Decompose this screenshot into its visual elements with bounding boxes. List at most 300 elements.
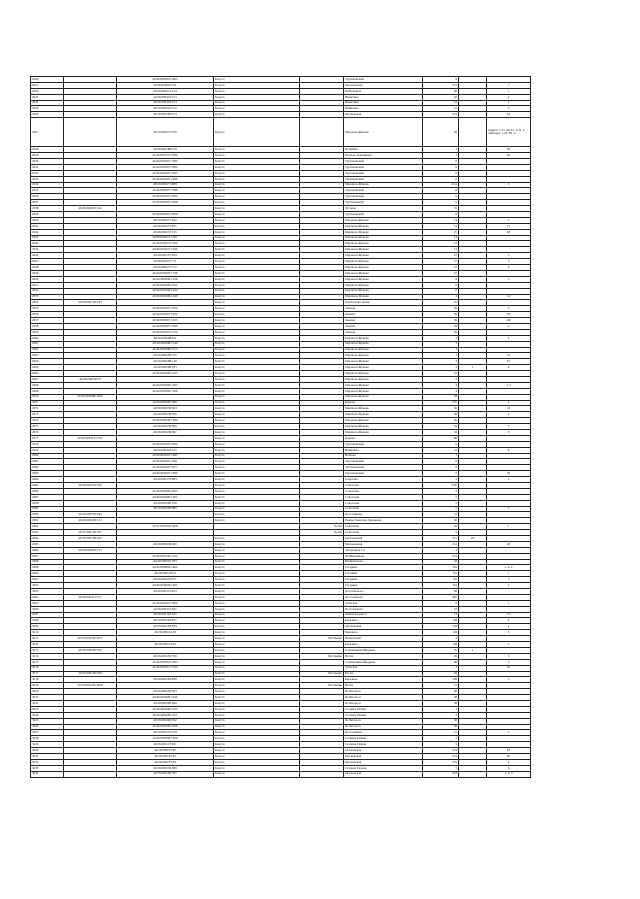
table-cell-house: 59	[423, 312, 459, 318]
table-cell-num: 3013	[31, 647, 64, 653]
table-cell-street: Московская	[344, 771, 423, 777]
table-cell-house: 25	[423, 229, 459, 235]
table-cell-cad: 40:26:000118:677	[117, 577, 214, 583]
table-cell-city: Калуга	[214, 153, 300, 159]
table-cell-cad: 40:26:000297:1998	[117, 188, 214, 194]
table-cell-num: 2982	[31, 465, 64, 471]
table-cell-house: 4	[423, 665, 459, 671]
table-cell-cad: 40:26:000299:1444	[117, 288, 214, 294]
table-cell-house: 45	[423, 94, 459, 100]
table-cell-value: 20	[487, 541, 531, 547]
table-cell-street: Московская	[344, 759, 423, 765]
table-cell-num: 3034	[31, 771, 64, 777]
table-cell-value: 11	[487, 223, 531, 229]
table-cell-house: 219	[423, 753, 459, 759]
table-cell-street: Никитина	[344, 94, 423, 100]
table-cell-house: 5	[423, 376, 459, 382]
table-cell-cad: 40:26:000272:1300	[117, 241, 214, 247]
table-cell-settlement: Росва	[300, 530, 344, 536]
table-cell-house: 5	[423, 506, 459, 512]
table-cell-num: 2962	[31, 347, 64, 353]
table-cell-cad: 40:26:000280:918	[117, 500, 214, 506]
table-cell-street: Березина	[344, 618, 423, 624]
table-cell-num: 3023	[31, 706, 64, 712]
table-cell-num2: 40:26:000313:1793	[64, 435, 117, 441]
table-cell-value: 1-2	[487, 294, 531, 300]
table-cell-house: 8А	[423, 583, 459, 589]
table-cell-value: 3	[487, 424, 531, 430]
table-cell-house: 21	[423, 683, 459, 689]
table-cell-value: 5	[487, 335, 531, 341]
table-cell-house: 231	[423, 536, 459, 542]
table-cell-cad: 40:26:000280:1003	[117, 488, 214, 494]
table-cell-house: 36	[423, 406, 459, 412]
table-cell-city: Калуга	[214, 612, 300, 618]
table-cell-house: 3	[423, 153, 459, 159]
table-cell-city: Калуга	[214, 759, 300, 765]
table-cell-house: 36	[423, 418, 459, 424]
table-cell-house: 38	[423, 689, 459, 695]
table-cell-street: Вишневского	[344, 559, 423, 565]
table-cell-house: 10	[423, 371, 459, 377]
table-cell-house: 6	[423, 441, 459, 447]
table-cell-street: Маршала Жукова	[344, 418, 423, 424]
table-cell-street: Тургеневский	[344, 176, 423, 182]
table-cell-street: Степана Разина	[344, 712, 423, 718]
table-cell-num: 3012	[31, 642, 64, 648]
table-cell-city: Калуга	[214, 547, 300, 553]
table-cell-street: Маршала Жукова	[344, 217, 423, 223]
table-cell-street: Грибоедова малая	[344, 300, 423, 306]
table-cell-street: Маршала Жукова	[344, 241, 423, 247]
table-cell-street: Кирова	[344, 400, 423, 406]
table-cell-value: 1, 2, 3	[487, 771, 531, 777]
register-body	[31, 77, 531, 778]
table-cell-cad: 40:26:000280:886	[117, 506, 214, 512]
table-cell-num: 2981	[31, 459, 64, 465]
table-cell-bldg: 1	[459, 365, 487, 371]
table-cell-house: 38	[423, 695, 459, 701]
table-cell-num: 3029	[31, 742, 64, 748]
table-cell-num: 2997	[31, 553, 64, 559]
table-cell-house: 53	[423, 606, 459, 612]
table-cell-cad: 40:26:000185:81	[117, 753, 214, 759]
table-cell-num: 2984	[31, 477, 64, 483]
table-cell-settlement: Мстихино	[300, 653, 344, 659]
table-cell-city: Калуга	[214, 600, 300, 606]
table-cell-house: 3	[423, 706, 459, 712]
table-cell-street: Весна	[344, 683, 423, 689]
table-cell-num: 2980	[31, 453, 64, 459]
table-cell-cad: 40:26:000298:1146	[117, 341, 214, 347]
table-cell-house: 219	[423, 771, 459, 777]
table-cell-street: Маршала Жукова	[344, 247, 423, 253]
table-cell-num: 2988	[31, 500, 64, 506]
table-cell-num: 2946	[31, 253, 64, 259]
table-cell-num: 2956	[31, 312, 64, 318]
table-cell-house: 41	[423, 100, 459, 106]
table-cell-value: 3	[487, 630, 531, 636]
table-cell-house: 6	[423, 459, 459, 465]
table-cell-city: Калуга	[214, 771, 300, 777]
table-cell-house: 6	[423, 170, 459, 176]
table-cell-street: Пестеливова	[344, 512, 423, 518]
table-cell-street: Маршала Жукова	[344, 282, 423, 288]
table-cell-house: 30	[423, 518, 459, 524]
table-cell-street: Молодежная	[344, 82, 423, 88]
table-cell-house: 3	[423, 736, 459, 742]
table-cell-num: 2961	[31, 341, 64, 347]
table-cell-value: 3	[487, 276, 531, 282]
table-cell-num: 2937	[31, 200, 64, 206]
table-cell-street: Пестеливова	[344, 730, 423, 736]
table-cell-cad: 40:26:000164:76	[117, 642, 214, 648]
table-cell-street: Кирова	[344, 435, 423, 441]
table-cell-cad: 40:26:000267:2130	[117, 329, 214, 335]
table-cell-house: 219	[423, 759, 459, 765]
table-cell-city: Калуга	[214, 636, 300, 642]
table-cell-num: 2967	[31, 376, 64, 382]
table-cell-cad: 40:26:000299:1440	[117, 294, 214, 300]
table-cell-cad: 40:26:000325:513	[117, 94, 214, 100]
table-cell-num: 2948	[31, 265, 64, 271]
table-cell-house: 3	[423, 347, 459, 353]
table-cell-city: Калуга	[214, 335, 300, 341]
table-cell-num2: 40:26:000333:464	[64, 512, 117, 518]
table-cell-value: 3	[487, 306, 531, 312]
table-cell-house: 8	[423, 276, 459, 282]
table-cell-house: 14	[423, 223, 459, 229]
table-cell-cad: 40:26:000128:834	[117, 624, 214, 630]
table-cell-value: 2	[487, 583, 531, 589]
table-cell-num: 3020	[31, 689, 64, 695]
table-cell-house: 68	[423, 659, 459, 665]
table-cell-value: 101	[487, 312, 531, 318]
table-cell-num: 2999	[31, 565, 64, 571]
table-cell-street: Тургеневский	[344, 194, 423, 200]
table-cell-cad: 40:26:000297:1999	[117, 200, 214, 206]
table-cell-city: Калуга	[214, 359, 300, 365]
table-cell-city: Калуга	[214, 512, 300, 518]
table-cell-cad: 40:26:000012:214	[117, 88, 214, 94]
table-cell-num: 2924	[31, 100, 64, 106]
table-cell-cad: 40:26:000325:153	[117, 100, 214, 106]
table-cell-house: 1	[423, 547, 459, 553]
table-cell-value: 8	[487, 447, 531, 453]
table-cell-street: Маршала Жукова	[344, 424, 423, 430]
table-cell-street: Весна	[344, 653, 423, 659]
table-cell-city: Калуга	[214, 147, 300, 153]
table-cell-city: Калуга	[214, 194, 300, 200]
table-cell-num: 3018	[31, 677, 64, 683]
table-cell-num: 2972	[31, 406, 64, 412]
table-cell-house: 6	[423, 164, 459, 170]
table-cell-city: Калуга	[214, 506, 300, 512]
table-cell-cad: 40:26:000298:185	[117, 365, 214, 371]
table-cell-value: 2	[487, 624, 531, 630]
table-cell-house: 6	[423, 282, 459, 288]
table-cell-street: Маршала Жукова	[344, 223, 423, 229]
table-cell-num2: 40:26:000108:292	[64, 536, 117, 542]
table-cell-num: 2976	[31, 429, 64, 435]
table-cell-num: 3005	[31, 600, 64, 606]
table-cell-num: 2968	[31, 382, 64, 388]
table-cell-value: 3	[487, 106, 531, 112]
table-cell-street: Маршала Жукова	[344, 259, 423, 265]
table-cell-value: 1	[487, 600, 531, 606]
table-cell-num: 2986	[31, 488, 64, 494]
table-cell-num: 2947	[31, 259, 64, 265]
table-cell-house: 80	[423, 435, 459, 441]
table-cell-street: Московская	[344, 112, 423, 118]
table-cell-house: 6	[423, 176, 459, 182]
table-cell-street: Маршала Жукова	[344, 406, 423, 412]
table-cell-street: Степана Разина	[344, 736, 423, 742]
table-cell-cad: 40:26:000297:1981	[117, 459, 214, 465]
table-cell-street: Маршала Жукова	[344, 294, 423, 300]
table-cell-city: Калуга	[214, 494, 300, 500]
table-cell-house: 14	[423, 241, 459, 247]
table-cell-settlement	[300, 118, 344, 147]
table-cell-value: 3	[487, 100, 531, 106]
table-cell-house: 8А	[423, 571, 459, 577]
table-cell-house: 36	[423, 412, 459, 418]
table-cell-city: Калуга	[214, 106, 300, 112]
table-cell-num: 2949	[31, 270, 64, 276]
table-cell-value: 6	[487, 265, 531, 271]
table-cell-street: Степана Разина	[344, 742, 423, 748]
table-cell-num: 3017	[31, 671, 64, 677]
table-cell-house: 6	[423, 288, 459, 294]
table-cell-street: Тургеневский	[344, 441, 423, 447]
table-cell-value: 43	[487, 406, 531, 412]
table-cell-city: Калуга	[214, 700, 300, 706]
table-cell-street: Ф.Никитиной	[344, 553, 423, 559]
table-cell-cad: 40:21:000164:1008	[117, 524, 214, 530]
table-cell-cad: 40:26:000237:676	[117, 118, 214, 147]
table-cell-house: 231	[423, 541, 459, 547]
table-cell-house: 5	[423, 477, 459, 483]
table-cell-street: Тургеневский	[344, 200, 423, 206]
table-cell-street: Тургеневский	[344, 77, 423, 83]
table-cell-city: Калуга	[214, 265, 300, 271]
table-cell-num2: 40:26:000252:109	[64, 483, 117, 489]
table-cell-house: 128	[423, 677, 459, 683]
table-cell-num: 2987	[31, 494, 64, 500]
table-cell-value: 1-3	[487, 382, 531, 388]
table-cell-city: Калуга	[214, 630, 300, 636]
table-cell-num: 2973	[31, 412, 64, 418]
table-cell-house: 3	[423, 712, 459, 718]
table-cell-cad: 40:26:000299:502	[117, 718, 214, 724]
table-cell-city: Калуга	[214, 247, 300, 253]
table-cell-num: 2978	[31, 441, 64, 447]
table-cell-house: 47	[423, 300, 459, 306]
table-cell-num: 3007	[31, 612, 64, 618]
table-cell-cad: 40:26:000127:264	[117, 253, 214, 259]
table-cell-cad: 40:26:000000:1664	[117, 565, 214, 571]
table-cell-num: 2929	[31, 153, 64, 159]
table-cell-street: Маршала Жукова	[344, 382, 423, 388]
table-cell-city: Калуга	[214, 718, 300, 724]
table-cell-city: Калуга	[214, 565, 300, 571]
table-cell-num: 2985	[31, 483, 64, 489]
table-cell-city: Калуга	[214, 589, 300, 595]
table-cell-num: 2945	[31, 247, 64, 253]
table-cell-city: Калуга	[214, 665, 300, 671]
table-cell-city: Калуга	[214, 518, 300, 524]
table-cell-street: Маршала Жукова	[344, 253, 423, 259]
table-cell-city: Калуга	[214, 259, 300, 265]
table-cell-num: 2959	[31, 329, 64, 335]
register-sheet	[30, 76, 531, 778]
table-cell-city: Калуга	[214, 553, 300, 559]
table-cell-street: Маршала Жукова	[344, 347, 423, 353]
table-cell-value: 3	[487, 677, 531, 683]
table-cell-city: Калуга	[214, 571, 300, 577]
table-cell-num: 2966	[31, 371, 64, 377]
table-cell-cad: 40:26:000299:1322	[117, 282, 214, 288]
table-cell-num: 2951	[31, 282, 64, 288]
table-cell-street: Маршала Жукова	[344, 335, 423, 341]
table-cell-num: 2955	[31, 306, 64, 312]
table-cell-num: 2936	[31, 194, 64, 200]
table-cell-street: Кибальчича	[344, 88, 423, 94]
table-cell-cad: 40:26:000127:921	[117, 742, 214, 748]
table-cell-num: 2969	[31, 388, 64, 394]
table-cell-settlement	[300, 771, 344, 777]
table-cell-cad: 40:26:000118:53	[117, 571, 214, 577]
table-cell-num: 2944	[31, 241, 64, 247]
table-cell-num: 2971	[31, 400, 64, 406]
table-cell-street: Никитина	[344, 100, 423, 106]
table-cell-value: 3	[487, 253, 531, 259]
table-cell-num2: 40:26:000298:1406	[64, 394, 117, 400]
table-cell-cad: 40:26:000267:1633	[117, 318, 214, 324]
table-cell-cad: 40:26:000298:145	[117, 353, 214, 359]
table-cell-house: 14	[423, 247, 459, 253]
table-cell-num: 3027	[31, 730, 64, 736]
table-cell-street: Тургеневский	[344, 212, 423, 218]
register-table	[30, 76, 531, 778]
table-cell-value: 3	[487, 653, 531, 659]
table-cell-house: 21	[423, 730, 459, 736]
table-cell-city: Калуга	[214, 188, 300, 194]
table-cell-num2: 40:26:000238:73	[64, 376, 117, 382]
table-cell-num: 2940	[31, 217, 64, 223]
table-cell-street: Советская	[344, 500, 423, 506]
table-cell-city: Калуга	[214, 217, 300, 223]
table-cell-cad: 40:26:000297:1995	[117, 194, 214, 200]
table-cell-house: 8А	[423, 565, 459, 571]
table-cell-street: Достоевского	[344, 589, 423, 595]
table-cell-num: 2965	[31, 365, 64, 371]
table-cell-city: Калуга	[214, 182, 300, 188]
table-cell-value: 5	[487, 259, 531, 265]
table-cell-cad: 40:26:000297:1603	[117, 77, 214, 83]
table-cell-num: 2921	[31, 82, 64, 88]
table-cell-city: Калуга	[214, 223, 300, 229]
table-cell-city: Калуга	[214, 412, 300, 418]
table-cell-street: Советская	[344, 494, 423, 500]
table-cell-street: Тургеневский	[344, 159, 423, 165]
table-cell-city: Калуга	[214, 606, 300, 612]
table-cell-house: 44б	[423, 594, 459, 600]
table-cell-cad: 40:26:000164:877	[117, 618, 214, 624]
table-cell-street: Солнышкин-Щедрина	[344, 659, 423, 665]
table-cell-street: Маршала Жукова	[344, 394, 423, 400]
table-cell-street: Достоевского	[344, 606, 423, 612]
table-cell-house: 5	[423, 765, 459, 771]
table-cell-house: 9	[423, 530, 459, 536]
table-cell-cad: 40:26:000132:378	[117, 730, 214, 736]
table-cell-num2: 40:26:000025:624	[64, 206, 117, 212]
table-cell-num: 3002	[31, 583, 64, 589]
table-cell-city: Калуга	[214, 418, 300, 424]
table-cell-house: 12	[423, 512, 459, 518]
table-cell-cad: 40:26:000038:400	[117, 541, 214, 547]
table-cell-num: 2963	[31, 353, 64, 359]
table-cell-house: 18	[423, 394, 459, 400]
table-cell-house: 6	[423, 159, 459, 165]
table-cell-value: 1	[487, 217, 531, 223]
table-cell-cad: 40:26:000298:1213	[117, 347, 214, 353]
table-cell-street: Маршала Жукова	[344, 288, 423, 294]
table-cell-street: Маршала Жукова	[344, 270, 423, 276]
table-cell-house: 6	[423, 77, 459, 83]
table-cell-num: 2974	[31, 418, 64, 424]
table-cell-cad: 40:26:000297:1993	[117, 170, 214, 176]
table-cell-street: Ленина	[344, 306, 423, 312]
table-cell-city: Калуга	[214, 170, 300, 176]
table-cell-street: Березина	[344, 630, 423, 636]
table-cell-value: 100	[487, 318, 531, 324]
table-cell-num: 3021	[31, 695, 64, 701]
table-cell-num: 2933	[31, 176, 64, 182]
table-cell-house: 38	[423, 718, 459, 724]
table-cell-house: 59	[423, 323, 459, 329]
table-cell-num2: 40:25:000130:3377	[64, 636, 117, 642]
table-cell-city: Калуга	[214, 465, 300, 471]
table-cell-house: 5	[423, 494, 459, 500]
table-cell-value: 28	[487, 229, 531, 235]
table-cell-street: Молодежная	[344, 541, 423, 547]
table-cell-city: Калуга	[214, 471, 300, 477]
table-cell-street: Тургеневский	[344, 164, 423, 170]
table-cell-street: Ф.Энгельса	[344, 718, 423, 724]
table-cell-num: 2939	[31, 212, 64, 218]
table-cell-house: 4	[423, 382, 459, 388]
table-cell-value: 1	[487, 642, 531, 648]
table-cell-street: Маршала Жукова	[344, 353, 423, 359]
table-cell-house: 219	[423, 553, 459, 559]
table-cell-city: Калуга	[214, 176, 300, 182]
table-cell-cad: 40:26:000298:911	[117, 335, 214, 341]
table-cell-city: Калуга	[214, 306, 300, 312]
table-cell-value: 1	[487, 730, 531, 736]
table-cell-city: Калуга	[214, 500, 300, 506]
table-cell-city: Калуга	[214, 659, 300, 665]
table-cell-num2: 40:25:000130:949	[64, 671, 117, 677]
table-cell-value: 10	[487, 353, 531, 359]
table-cell-city: Калуга	[214, 642, 300, 648]
table-cell-house: 14	[423, 235, 459, 241]
table-cell-house: 29	[423, 118, 459, 147]
table-cell-house: 30	[423, 88, 459, 94]
table-cell-value: 1	[487, 571, 531, 577]
table-cell-house: 38	[423, 724, 459, 730]
table-cell-street: Гагарина	[344, 565, 423, 571]
